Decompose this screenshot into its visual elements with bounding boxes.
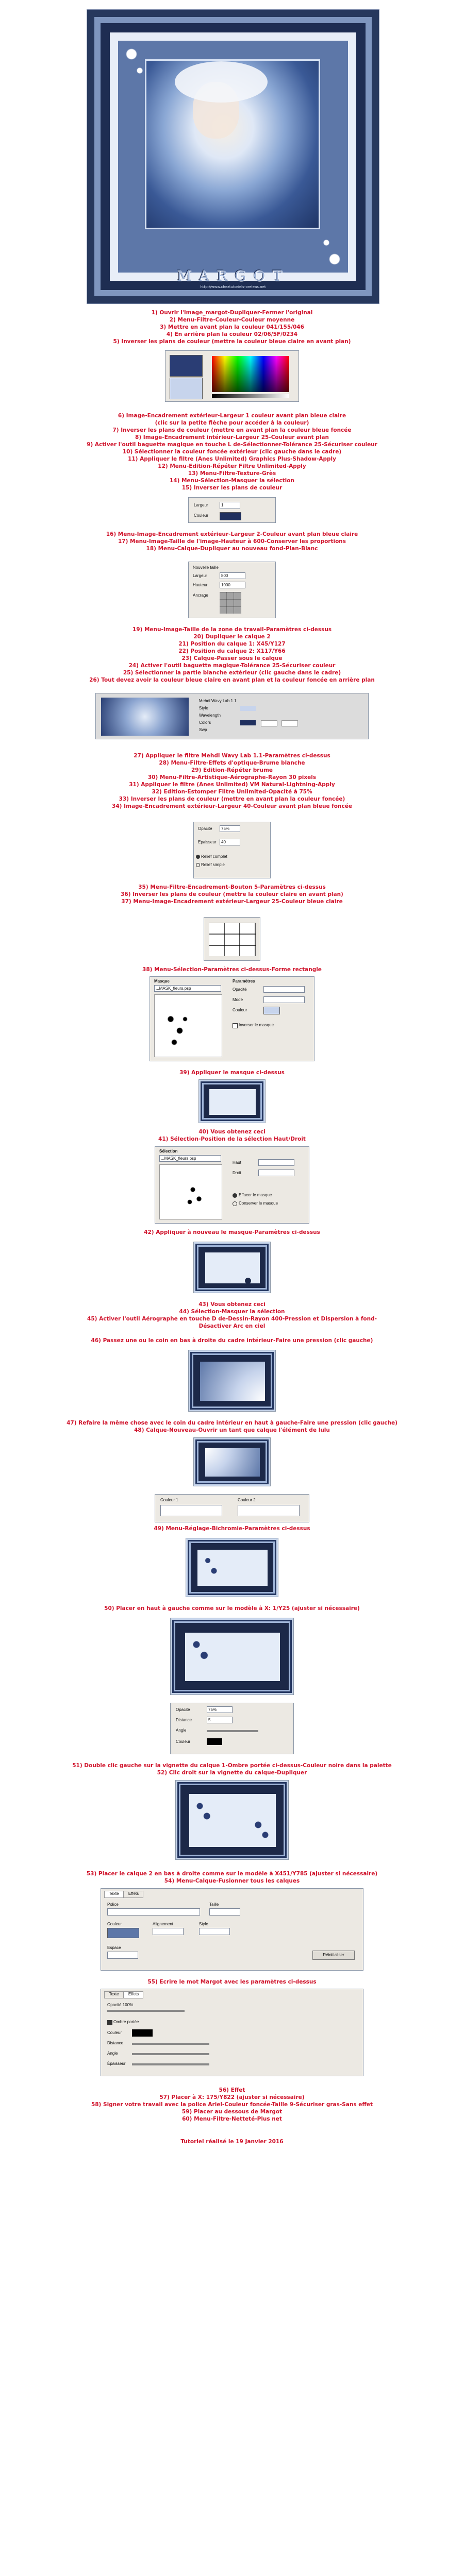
text-dialog: Texte Effets Police Taille Couleur Alignement Style Espace Réinitialiser	[101, 1888, 363, 1971]
step-line: 3) Mettre en avant plan la couleur 041/155/046	[160, 324, 304, 330]
step-line: Désactiver Arc en ciel	[198, 1323, 266, 1329]
steps-8	[0, 1069, 464, 1076]
step-line: 19) Menu-Image-Taille de la zone de travail-Paramètres ci-dessus	[132, 626, 332, 633]
step-line: 43) Vous obtenez ceci	[198, 1301, 266, 1308]
preview-6	[170, 1618, 294, 1695]
step-line: 59) Placer au dessous de Margot	[181, 2109, 283, 2115]
preview-3	[188, 1350, 276, 1412]
shadow-distance[interactable]: 5	[207, 1717, 233, 1723]
step-line: 31) Appliquer le filtre (Anes Unlimited) VM Natural-Lightning-Apply	[129, 782, 335, 788]
drop-shadow-dialog: Opacité 75% Distance 5 Angle Couleur	[170, 1703, 294, 1754]
opacity-input[interactable]: 75%	[220, 825, 240, 832]
step-line: 45) Activer l'outil Aérographe en touche D de-Dessin-Rayon 400-Pression et Dispersion à fond-	[87, 1316, 377, 1322]
step-line: 21) Position du calque 1: X45/Y127	[178, 641, 286, 647]
steps-6	[0, 884, 464, 905]
text-color[interactable]	[107, 1928, 139, 1938]
mask2-right[interactable]	[258, 1170, 294, 1176]
preview-5	[186, 1538, 278, 1597]
steps-19	[0, 2087, 464, 2123]
step-line: 42) Appliquer à nouveau le masque-Paramètres ci-dessus	[144, 1229, 320, 1235]
canvas-size-dialog: Nouvelle taille Largeur 800 Hauteur 1000 Ancrage	[188, 562, 276, 618]
spacing-input[interactable]	[107, 1952, 138, 1959]
mask-position-dialog: Sélection ...MASK_fleurs.psp Haut Droit Effacer le masque Conserver le masque	[155, 1146, 309, 1224]
step-line: 14) Menu-Sélection-Masquer la sélection	[170, 478, 294, 484]
step-line: 22) Position du calque 2: X117/Y66	[178, 648, 286, 654]
bichromie-dialog: Couleur 1 Couleur 2	[155, 1494, 309, 1522]
anchor-grid[interactable]	[220, 592, 241, 614]
step-line: 44) Sélection-Masquer la sélection	[179, 1309, 285, 1315]
steps-4	[0, 626, 464, 684]
step-line: 46) Passez une ou le coin en bas à droite du cadre intérieur-Faire une pression (clic gauche)	[91, 1337, 373, 1344]
border-width-dialog: Largeur 1 Couleur	[188, 497, 276, 523]
step-line: 33) Inverser les plans de couleur (mettre en avant plan la couleur foncée)	[119, 796, 345, 802]
wavy-lab-dialog: Mehdi Wavy Lab 1.1 Style Wavelength Colors Swp	[95, 693, 369, 739]
preview-4	[193, 1437, 271, 1486]
button-frame-dialog: Opacité 75% Epaisseur 40 Relief complet Relief simple	[193, 822, 271, 878]
step-line: 54) Menu-Calque-Fusionner tous les calques	[164, 1878, 300, 1884]
mask-file-input[interactable]: ...MASK_fleurs.psp	[154, 985, 221, 992]
step-line: 6) Image-Encadrement extérieur-Largeur 1 couleur avant plan bleue claire	[118, 413, 346, 419]
step-line: 30) Menu-Filtre-Artistique-Aérographe-Rayon 30 pixels	[147, 774, 317, 781]
step-line: 49) Menu-Réglage-Bichromie-Paramètres ci-dessus	[154, 1526, 310, 1532]
preview-2	[193, 1242, 271, 1293]
step-line: 48) Calque-Nouveau-Ouvrir un tant que calque l'élément de lulu	[134, 1427, 330, 1433]
step-line: 58) Signer votre travail avec la police Ariel-Couleur foncée-Taille 9-Sécuriser gras-Sans effet	[91, 2102, 373, 2108]
mask2-file-input[interactable]: ...MASK_fleurs.psp	[159, 1155, 221, 1162]
text-effects-dialog: Texte Effets Opacité 100% Ombre portée Couleur Distance Angle Épaisseur	[101, 1989, 363, 2076]
step-line: 47) Refaire la même chose avec le coin du cadre intérieur en haut à gauche-Faire une pression (clic gauche)	[67, 1420, 397, 1426]
canvas-height-input[interactable]: 1000	[220, 582, 245, 588]
mask2-top[interactable]	[258, 1159, 294, 1166]
step-line: 16) Menu-Image-Encadrement extérieur-Largeur 2-Couleur avant plan bleue claire	[106, 531, 358, 537]
steps-10	[0, 1229, 464, 1236]
step-line: 55) Ecrire le mot Margot avec les paramètres ci-dessus	[147, 1979, 317, 1985]
step-line: 9) Activer l'outil baguette magique en touche L de-Sélectionner-Tolérance 25-Sécuriser couleur	[87, 442, 377, 448]
steps-17	[0, 1870, 464, 1885]
step-line: 32) Edition-Estomper Filtre Unlimited-Opacité à 75%	[152, 789, 312, 795]
reset-button[interactable]: Réinitialiser	[312, 1951, 355, 1960]
size-input[interactable]	[209, 1908, 240, 1916]
step-line: 18) Menu-Calque-Dupliquer au nouveau fond-Plan-Blanc	[146, 546, 318, 552]
steps-13	[0, 1419, 464, 1434]
steps-12	[0, 1337, 464, 1344]
step-line: 10) Sélectionner la couleur foncée extérieur (clic gauche dans le cadre)	[122, 449, 342, 455]
step-line: 40) Vous obtenez ceci	[198, 1129, 266, 1135]
step-line: 38) Menu-Sélection-Paramètres ci-dessus-Forme rectangle	[142, 967, 322, 973]
step-line: 4) En arrière plan la couleur 02/06/5F/0234	[166, 331, 298, 337]
step-line: 36) Inverser les plans de couleur (mettre la couleur claire en avant plan)	[121, 891, 343, 897]
step-line: 8) Image-Encadrement intérieur-Largeur 25-Couleur avant plan	[135, 434, 329, 440]
step-line: 17) Menu-Image-Taille de l'image-Hauteur à 600-Conserver les proportions	[118, 538, 346, 545]
step-line: 53) Placer le calque 2 en bas à droite comme sur le modèle à X451/Y785 (ajuster si nécessaire)	[86, 1871, 378, 1877]
step-line: 39) Appliquer le masque ci-dessus	[179, 1070, 285, 1076]
step-line: 60) Menu-Filtre-Netteté-Plus net	[182, 2116, 282, 2122]
step-line: 24) Activer l'outil baguette magique-Tolérance 25-Sécuriser couleur	[128, 663, 336, 669]
step-line: 35) Menu-Filtre-Encadrement-Bouton 5-Paramètres ci-dessus	[138, 884, 326, 890]
canvas-width-input[interactable]: 800	[220, 572, 245, 579]
color-picker-dialog	[165, 350, 299, 402]
step-line: 15) Inverser les plans de couleur	[181, 485, 283, 491]
hero-title: MARGOT	[177, 267, 289, 284]
bichro-color1[interactable]	[160, 1505, 222, 1516]
steps-1	[0, 309, 464, 345]
footer: Tutoriel réalisé le 19 Janvier 2016	[180, 2139, 284, 2145]
preview-7	[175, 1780, 289, 1860]
steps-7	[0, 966, 464, 973]
bichro-color2[interactable]	[238, 1505, 300, 1516]
step-line: 7) Inverser les plans de couleur (mettre en avant plan la couleur bleue foncée	[112, 427, 352, 433]
step-line: 5) Inverser les plans de couleur (mettre la couleur bleue claire en avant plan)	[113, 338, 351, 345]
steps-2	[0, 412, 464, 492]
step-line: 50) Placer en haut à gauche comme sur le modèle à X: 1/Y25 (ajuster si nécessaire)	[104, 1605, 360, 1612]
step-line: 52) Clic droit sur la vignette du calque-Dupliquer	[157, 1770, 307, 1776]
step-line: 20) Dupliquer le calque 2	[193, 634, 271, 640]
font-select[interactable]	[107, 1908, 200, 1916]
hero-image	[87, 9, 379, 304]
step-line: 41) Sélection-Position de la sélection Haut/Droit	[158, 1136, 306, 1142]
shadow-opacity[interactable]: 75%	[207, 1706, 233, 1713]
mask-mode[interactable]	[263, 996, 305, 1003]
step-line: 25) Sélectionner la partie blanche extérieur (clic gauche dans le cadre)	[123, 670, 341, 676]
preview-1	[198, 1079, 266, 1123]
steps-5	[0, 752, 464, 810]
step-line: 12) Menu-Edition-Répéter Filtre Unlimited-Apply	[158, 463, 306, 469]
style-select[interactable]	[199, 1928, 230, 1935]
align-select[interactable]	[153, 1928, 184, 1935]
steps-3	[0, 531, 464, 552]
step-line: 27) Appliquer le filtre Mehdi Wavy Lab 1.1-Paramètres ci-dessus	[134, 753, 330, 759]
mask-opacity[interactable]	[263, 986, 305, 993]
step-line: 2) Menu-Filtre-Couleur-Couleur moyenne	[169, 317, 295, 323]
steps-9	[0, 1128, 464, 1143]
step-line: 23) Calque-Passer sous le calque	[181, 655, 283, 662]
mask-dialog: Masque ...MASK_fleurs.psp Paramètres Opacité Mode Couleur Inverser le masque	[150, 976, 314, 1061]
color-swatch[interactable]	[220, 512, 241, 520]
steps-14	[0, 1525, 464, 1532]
step-line: 1) Ouvrir l'image_margot-Dupliquer-Fermer l'original	[151, 310, 313, 316]
step-line: 13) Menu-Filtre-Texture-Grès	[188, 470, 276, 477]
step-line: 28) Menu-Filtre-Effets d'optique-Brume blanche	[159, 760, 305, 766]
steps-16	[0, 1762, 464, 1776]
steps-11	[0, 1301, 464, 1330]
step-line: 29) Edition-Répéter brume	[191, 767, 273, 773]
step-line: 11) Appliquer le filtre (Anes Unlimited) Graphics Plus-Shadow-Apply	[128, 456, 336, 462]
step-line: (clic sur la petite flèche pour accéder à la couleur)	[155, 420, 309, 426]
hero-site: http://www.cheztutoriels-oreleas.net	[200, 285, 266, 289]
step-line: 37) Menu-Image-Encadrement extérieur-Largeur 25-Couleur bleue claire	[121, 899, 343, 905]
width-input[interactable]: 1	[220, 502, 240, 509]
step-line: 51) Double clic gauche sur la vignette du calque 1-Ombre portée ci-dessus-Couleur noire dans la palette	[72, 1762, 392, 1769]
steps-18	[0, 1978, 464, 1986]
step-line: 34) Image-Encadrement extérieur-Largeur 40-Couleur avant plan bleue foncée	[112, 803, 352, 809]
step-line: 26) Tout devez avoir la couleur bleue claire en avant plan et la couleur foncée en arrière plan	[89, 677, 375, 683]
step-line: 56) Effet	[219, 2087, 245, 2093]
selection-dialog	[204, 917, 260, 961]
thickness-input[interactable]: 40	[220, 839, 240, 845]
step-line: 57) Placer à X: 175/Y822 (ajuster si nécessaire)	[159, 2094, 305, 2100]
steps-15	[0, 1605, 464, 1612]
